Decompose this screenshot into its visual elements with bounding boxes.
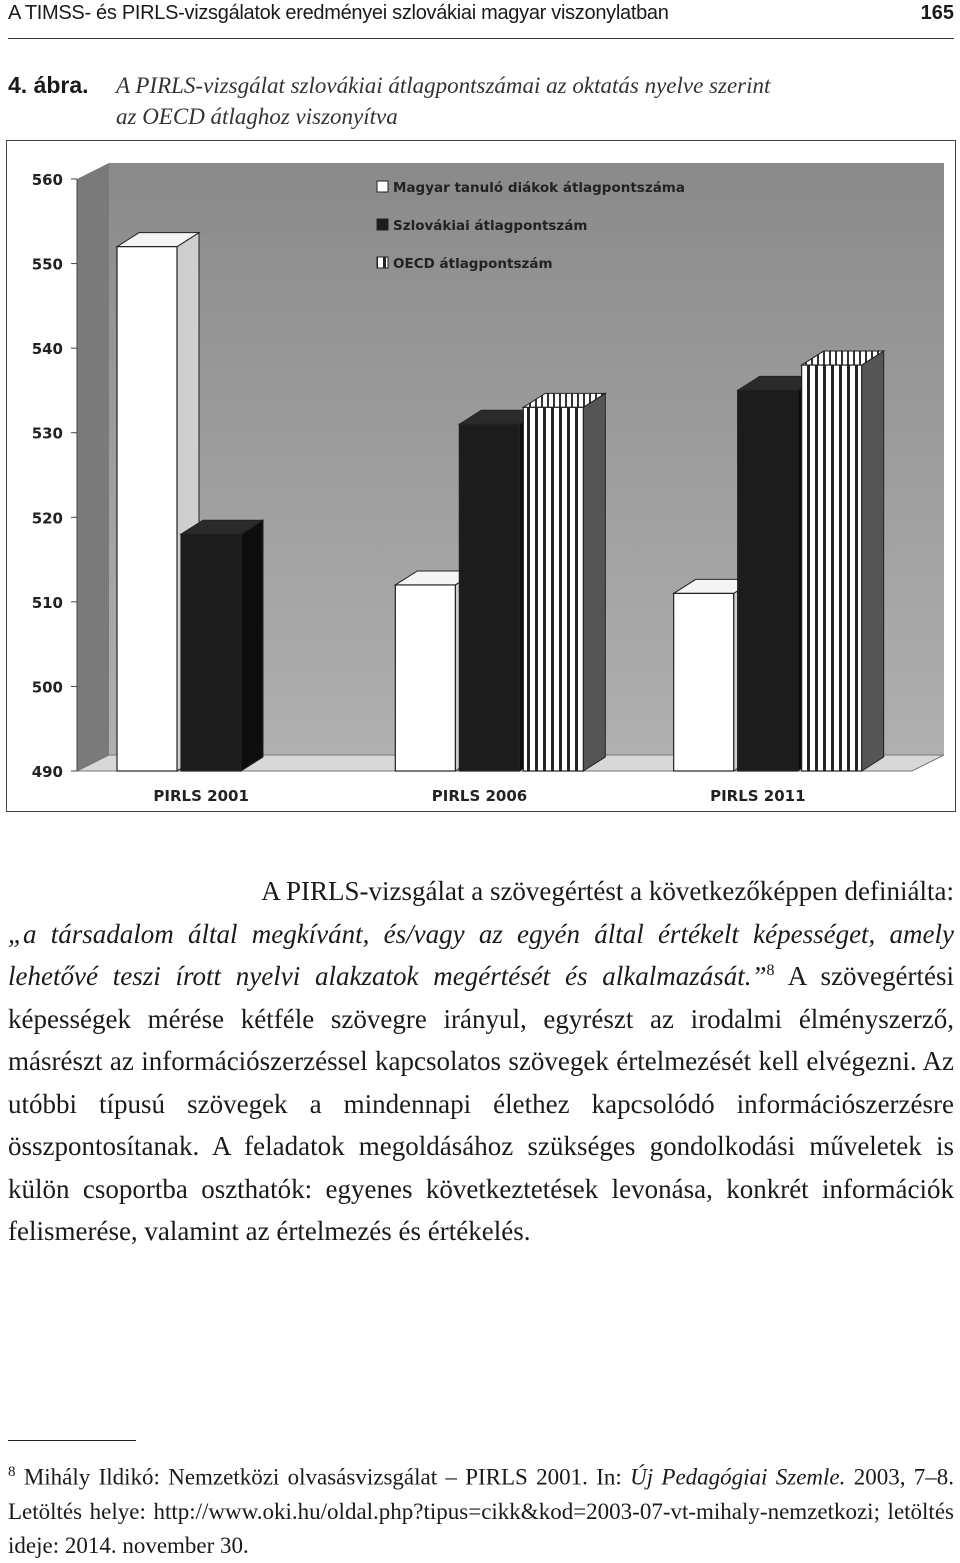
legend-label: Magyar tanuló diákok átlagpontszáma [393,180,685,196]
bar [181,534,241,771]
y-tick-label: 550 [31,255,63,274]
figure-caption [8,70,948,132]
bar [395,585,455,771]
bar [523,407,583,771]
x-category-label: PIRLS 2006 [431,787,528,805]
footnote-journal: Új Pedagógiai Szemle. [630,1464,846,1490]
y-tick-label: 490 [31,763,63,781]
bar-side [583,393,605,771]
y-tick-label: 540 [31,340,63,359]
footnote-reference[interactable]: 8 [766,962,775,979]
legend-swatch [377,257,388,268]
legend-swatch [377,181,388,192]
footnote-text-before: Mihály Ildikó: Nemzetközi olvasásvizsgálat – PIRLS 2001. In: [23,1464,622,1490]
intro-line: A PIRLS-vizsgálat a szövegértést a következőképpen definiálta: [261,876,954,906]
footnote-text-after: 2003, 7–8. Letöltés helye: http://www.oki.hu/oldal.php?tipus=cikk&kod=2003-07-vt-mihaly-nemzetkozi; letöltés ideje: 2014. november 30. [8,1464,954,1558]
y-tick-label: 510 [31,593,63,612]
bar [117,247,177,771]
footnote-number: 8 [8,1464,16,1480]
footnote-separator [8,1440,136,1441]
chart-frame [6,140,956,812]
x-category-label: PIRLS 2011 [710,787,806,805]
paragraph-continuation: A szövegértési képességek mérése kétféle szövegre irányul, egyrészt az irodalmi élményszerző, másrészt az információszerzéssel kapcsolatos szövegek értelmezését kell elvégezni. Az utóbbi típusú szövegek a mindennapi élethez kapcsolódó információszerzésre összpontosítanak. A feladatok megoldásához szükséges gondolkodási műveletek is külön csoportba oszthatók: egyenes következtetések levonása, konkrét információk felismerése, valamint az értelmezés és értékelés. [8,961,955,1246]
y-tick-label: 500 [31,678,63,697]
figure-caption-line1: A PIRLS-vizsgálat szlovákiai átlagpontszámai az oktatás nyelve szerint [116,73,771,98]
page-header [8,0,954,39]
page-number: 165 [920,2,954,24]
definition-quote: „a társadalom által megkívánt, és/vagy az egyén által értékelt képességet, amely lehetővé teszi írott nyelvi alakzatok megértését és alkalmazását.” [8,918,954,991]
legend-swatch [377,219,388,230]
bar [802,365,862,771]
bar [459,424,519,771]
bar [738,390,798,771]
bar-side [862,351,884,771]
figure-label: 4. ábra. [8,72,89,98]
x-category-label: PIRLS 2001 [153,787,249,805]
legend-label: Szlovákiai átlagpontszám [393,218,588,234]
legend-label: OECD átlagpontszám [393,256,553,272]
chart-side-wall [77,163,109,771]
y-tick-label: 520 [31,509,63,528]
bar [674,593,734,771]
bar-side [241,520,263,771]
bar-chart [7,141,954,810]
y-tick-label: 560 [31,171,63,189]
paragraph [8,870,954,1253]
running-title: A TIMSS- és PIRLS-vizsgálatok eredményei szlovákiai magyar viszonylatban [8,2,669,24]
y-tick-label: 530 [31,424,63,443]
figure-caption-line2: az OECD átlaghoz viszonyítva [116,104,398,129]
body-text [8,870,954,1253]
footnote [8,1455,954,1563]
